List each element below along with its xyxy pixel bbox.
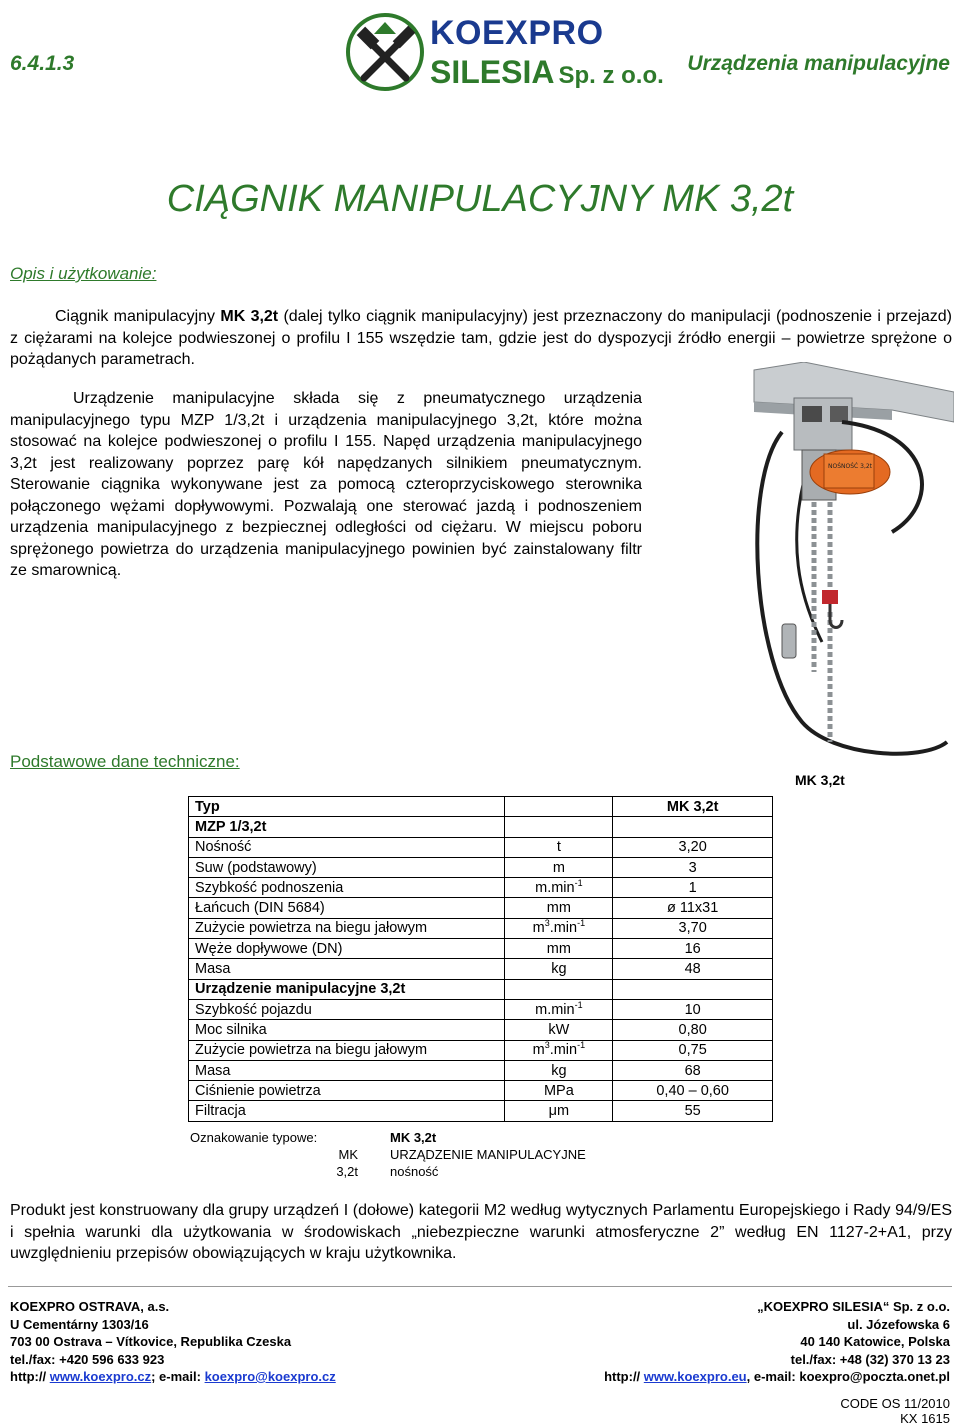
footer-phone: tel./fax: +48 (32) 370 13 23 xyxy=(790,1351,950,1367)
document-code xyxy=(840,1396,950,1425)
param-name: Masa xyxy=(189,959,505,979)
param-value: 48 xyxy=(613,959,773,979)
param-value: 0,75 xyxy=(613,1040,773,1060)
table-row xyxy=(189,1060,773,1080)
logo-text-bottom: SILESIA Sp. z o.o. xyxy=(430,54,664,90)
marking-code: 3,2t xyxy=(336,1164,358,1179)
param-name: Moc silnika xyxy=(189,1020,505,1040)
param-unit: kg xyxy=(505,1060,613,1080)
company-logo xyxy=(346,8,664,96)
param-unit: $m.\min^{-1}$ xyxy=(505,878,613,898)
table-row xyxy=(189,979,773,999)
code-line-2: KX 1615 xyxy=(900,1411,950,1425)
param-value: 16 xyxy=(613,939,773,959)
table-row xyxy=(189,1020,773,1040)
table-row xyxy=(189,1081,773,1101)
footer-contact: http:// www.koexpro.eu, e-mail: koexpro@poczta.onet.pl xyxy=(604,1369,950,1384)
param-name: Szybkość podnoszenia xyxy=(189,878,505,898)
param-name: Suw (podstawowy) xyxy=(189,857,505,877)
section-number: 6.4.1.3 xyxy=(10,52,75,75)
param-unit: mm xyxy=(505,939,613,959)
param-value: 68 xyxy=(613,1060,773,1080)
param-name: Nośność xyxy=(189,837,505,857)
param-value: MK 3,2t xyxy=(613,797,773,817)
param-name: Filtracja xyxy=(189,1101,505,1121)
tech-data-heading: Podstawowe dane techniczne: xyxy=(10,752,240,771)
param-value xyxy=(613,817,773,837)
param-name: Typ xyxy=(189,797,505,817)
footer-right-address xyxy=(604,1298,950,1386)
description-paragraph-2: Urządzenie manipulacyjne składa się z pneumatycznego urządzenia manipulacyjnego typu MZP 1/3,2t i urządzenia manipulacyjnego 3,2t, które można stosować na kolejce podwieszonej o profilu I 155. Napęd urządzenia manipulacyjnego 3,2t jest realizowany poprzez parę kół napędzanych silnikiem pneumatycznym. Sterowanie ciągnika wykonywane jest za pomocą czteroprzyciskowego sterownika połączonego wężami dopływowymi. Pozwalają one sterować jazdą i podnoszeniem urządzenia manipulacyjnego z bezpiecznej odległości od ciężaru. W miejscu poboru sprężonego powietrza do urządzenia manipulacyjnego powinien być zainstalowany filtr ze smarownicą. xyxy=(10,390,642,579)
param-name: Masa xyxy=(189,1060,505,1080)
param-value: 3,20 xyxy=(613,837,773,857)
param-name: Zużycie powietrza na biegu jałowym xyxy=(189,918,505,938)
param-unit: $m^3.\min^{-1}$ xyxy=(505,918,613,938)
table-row xyxy=(189,837,773,857)
param-name: Zużycie powietrza na biegu jałowym xyxy=(189,1040,505,1060)
param-unit xyxy=(505,817,613,837)
footer-company: KOEXPRO OSTRAVA, a.s. xyxy=(10,1299,170,1314)
param-value: ø 11x31 xyxy=(613,898,773,918)
description-paragraph-1: Ciągnik manipulacyjny MK 3,2t (dalej tylko ciągnik manipulacyjny) jest przeznaczony do manipulacji (podnoszenie i przejazd) z ciężarami na kolejce podwieszonej o profilu I 155 wszędzie tam, gdzie jest do dyspozycji źródło energii – powietrze sprężone o pożądanych parametrach. xyxy=(10,308,952,368)
footer-contact: http:// www.koexpro.cz; e-mail: koexpro@koexpro.cz xyxy=(10,1369,336,1384)
marking-meaning: URZĄDZENIE MANIPULACYJNE xyxy=(390,1147,586,1162)
page-title: CIĄGNIK MANIPULACYJNY MK 3,2t xyxy=(166,178,794,220)
param-value: 10 xyxy=(613,999,773,1019)
photo-caption: MK 3,2t xyxy=(795,772,845,788)
param-unit: MPa xyxy=(505,1081,613,1101)
table-row xyxy=(189,999,773,1019)
certification-text: Produkt jest konstruowany dla grupy urządzeń I (dołowe) kategorii M2 według wytycznych Parlamentu Europejskiego i Rady 94/9/ES i spełnia warunki dla użytkowania w środowiskach „niebezpieczne warunki atmosferyczne 2” według EN 1127-2+A1, przy uwzględnieniu przepisów obowiązujących w kraju użytkownika. xyxy=(10,1202,952,1262)
param-name: MZP 1/3,2t xyxy=(189,817,505,837)
marking-value: MK 3,2t xyxy=(390,1130,437,1145)
param-unit: mm xyxy=(505,898,613,918)
footer-street: ul. Józefowska 6 xyxy=(847,1316,950,1332)
table-row xyxy=(189,1101,773,1121)
footer-web-link[interactable]: www.koexpro.cz xyxy=(49,1369,152,1384)
table-row xyxy=(189,878,773,898)
param-unit: t xyxy=(505,837,613,857)
footer-phone: tel./fax: +420 596 633 923 xyxy=(10,1351,165,1367)
footer-street: U Cementárny 1303/16 xyxy=(10,1316,149,1332)
param-name: Węże dopływowe (DN) xyxy=(189,939,505,959)
param-name: Ciśnienie powietrza xyxy=(189,1081,505,1101)
table-row xyxy=(189,918,773,938)
param-value: 0,80 xyxy=(613,1020,773,1040)
hammer-pick-logo-icon xyxy=(346,12,424,92)
table-row xyxy=(189,817,773,837)
plate-text: NOŚNOŚĆ 3,2t xyxy=(828,463,873,470)
param-name: Urządzenie manipulacyjne 3,2t xyxy=(189,979,505,999)
param-unit: $m.\min^{-1}$ xyxy=(505,999,613,1019)
marking-label: Oznakowanie typowe: xyxy=(190,1130,318,1145)
param-value: 3 xyxy=(613,857,773,877)
tech-data-table xyxy=(188,796,773,1122)
marking-code: MK xyxy=(338,1147,358,1162)
param-unit: $m^3.\min^{-1}$ xyxy=(505,1040,613,1060)
param-value: 55 xyxy=(613,1101,773,1121)
param-unit: m xyxy=(505,857,613,877)
product-photo xyxy=(742,362,954,767)
table-row xyxy=(189,939,773,959)
param-name: Szybkość pojazdu xyxy=(189,999,505,1019)
param-unit xyxy=(505,797,613,817)
footer-mail-link[interactable]: koexpro@koexpro.cz xyxy=(204,1369,336,1384)
table-row xyxy=(189,1040,773,1060)
footer-city: 40 140 Katowice, Polska xyxy=(800,1334,950,1349)
table-row xyxy=(189,898,773,918)
logo-text-top: KOEXPRO xyxy=(430,14,604,52)
param-value: 3,70 xyxy=(613,918,773,938)
param-unit xyxy=(505,979,613,999)
param-value: 1 xyxy=(613,878,773,898)
description-heading: Opis i użytkowanie: xyxy=(10,264,157,283)
param-unit: kg xyxy=(505,959,613,979)
section-title: Urządzenia manipulacyjne xyxy=(687,52,950,75)
table-row xyxy=(189,959,773,979)
footer-web-link[interactable]: www.koexpro.eu xyxy=(643,1369,747,1384)
param-value: 0,40 – 0,60 xyxy=(613,1081,773,1101)
footer-company: „KOEXPRO SILESIA“ Sp. z o.o. xyxy=(757,1299,950,1314)
param-name: Łańcuch (DIN 5684) xyxy=(189,898,505,918)
footer-divider xyxy=(8,1286,952,1287)
footer-city: 703 00 Ostrava – Vítkovice, Republika Czeska xyxy=(10,1334,292,1349)
param-unit: μm xyxy=(505,1101,613,1121)
param-value xyxy=(613,979,773,999)
marking-meaning: nośność xyxy=(390,1164,439,1179)
code-line-1: CODE OS 11/2010 xyxy=(840,1396,950,1411)
param-unit: kW xyxy=(505,1020,613,1040)
table-row xyxy=(189,797,773,817)
table-row xyxy=(189,857,773,877)
footer-left-address xyxy=(10,1298,336,1386)
